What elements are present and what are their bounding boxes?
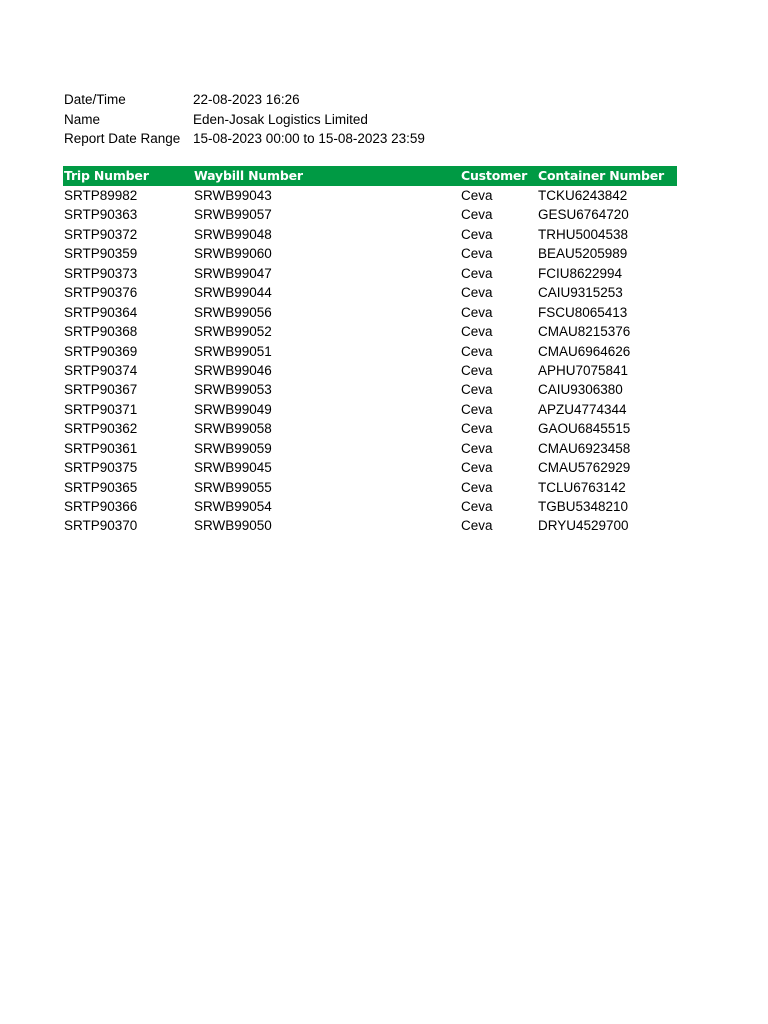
range-value: 15-08-2023 00:00 to 15-08-2023 23:59 [193, 131, 425, 146]
container-number-cell: CMAU5762929 [538, 460, 631, 476]
customer-cell: Ceva [461, 440, 493, 456]
customer-cell: Ceva [461, 207, 493, 223]
customer-cell: Ceva [461, 188, 493, 203]
waybill-number-cell: SRWB99054 [194, 499, 272, 514]
trip-number-cell: SRTP90359 [64, 246, 138, 262]
trip-number-cell: SRTP90364 [64, 304, 138, 320]
customer-cell: Ceva [461, 362, 493, 378]
customer-cell: Ceva [461, 479, 493, 495]
trip-number-cell: SRTP90363 [64, 207, 138, 223]
table-row [63, 244, 677, 263]
customer-cell: Ceva [461, 304, 493, 320]
table-row [63, 400, 677, 419]
table-row [63, 439, 677, 458]
waybill-number-cell: SRWB99048 [194, 226, 272, 242]
trip-number-cell: SRTP90372 [64, 226, 138, 242]
table-row [63, 186, 677, 205]
customer-cell: Ceva [461, 518, 493, 534]
table-row [63, 516, 677, 535]
waybill-number-cell: SRWB99047 [194, 265, 272, 281]
table-row [63, 419, 677, 438]
waybill-number-cell: SRWB99043 [194, 188, 272, 203]
trip-number-cell: SRTP90361 [64, 440, 138, 456]
container-number-cell: DRYU4529700 [538, 518, 629, 534]
container-number-cell: CMAU8215376 [538, 324, 631, 340]
table-row [63, 264, 677, 283]
column-header-waybill-number: Waybill Number [194, 168, 303, 183]
table-row [63, 361, 677, 380]
container-number-cell: GAOU6845515 [538, 421, 631, 437]
column-header-customer: Customer [461, 168, 528, 183]
trip-number-cell: SRTP90374 [64, 362, 138, 378]
trip-number-cell: SRTP90365 [64, 479, 138, 495]
trip-number-cell: SRTP90367 [64, 382, 138, 398]
table-row [63, 380, 677, 399]
customer-cell: Ceva [461, 421, 493, 437]
trip-number-cell: SRTP90371 [64, 401, 138, 417]
container-number-cell: APZU4774344 [538, 401, 627, 417]
container-number-cell: TGBU5348210 [538, 499, 629, 514]
waybill-number-cell: SRWB99059 [194, 440, 272, 456]
trip-number-cell: SRTP90369 [64, 343, 138, 359]
datetime-value: 22-08-2023 16:26 [193, 92, 300, 107]
column-header-trip-number: Trip Number [64, 168, 149, 183]
waybill-number-cell: SRWB99052 [194, 324, 272, 340]
trip-number-cell: SRTP90370 [64, 518, 138, 534]
range-label: Report Date Range [64, 131, 181, 146]
container-number-cell: APHU7075841 [538, 362, 629, 378]
waybill-number-cell: SRWB99058 [194, 421, 272, 437]
datetime-label: Date/Time [64, 92, 126, 107]
container-number-cell: BEAU5205989 [538, 246, 628, 262]
customer-cell: Ceva [461, 401, 493, 417]
table-body [63, 186, 677, 536]
trip-number-cell: SRTP90366 [64, 499, 138, 514]
trips-table [63, 166, 677, 536]
waybill-number-cell: SRWB99060 [194, 246, 272, 262]
waybill-number-cell: SRWB99044 [194, 285, 272, 301]
container-number-cell: FCIU8622994 [538, 265, 623, 281]
waybill-number-cell: SRWB99050 [194, 518, 272, 534]
container-number-cell: TCLU6763142 [538, 479, 626, 495]
table-row [63, 458, 677, 477]
table-row [63, 205, 677, 224]
table-header [63, 166, 677, 186]
waybill-number-cell: SRWB99045 [194, 460, 272, 476]
table-row [63, 322, 677, 341]
column-header-container-number: Container Number [538, 168, 665, 183]
waybill-number-cell: SRWB99057 [194, 207, 272, 223]
customer-cell: Ceva [461, 226, 493, 242]
waybill-number-cell: SRWB99053 [194, 382, 272, 398]
meta-row-name [64, 110, 425, 130]
trip-number-cell: SRTP90376 [64, 285, 138, 301]
waybill-number-cell: SRWB99046 [194, 362, 272, 378]
container-number-cell: CAIU9315253 [538, 285, 623, 301]
table-row [63, 497, 677, 516]
customer-cell: Ceva [461, 265, 493, 281]
waybill-number-cell: SRWB99049 [194, 401, 272, 417]
trip-number-cell: SRTP90375 [64, 460, 138, 476]
customer-cell: Ceva [461, 285, 493, 301]
name-label: Name [64, 111, 101, 127]
meta-row-range [64, 129, 425, 149]
table-row [63, 303, 677, 322]
container-number-cell: CMAU6964626 [538, 343, 631, 359]
table-row [63, 478, 677, 497]
container-number-cell: TRHU5004538 [538, 226, 629, 242]
container-number-cell: FSCU8065413 [538, 304, 628, 320]
trip-number-cell: SRTP89982 [64, 188, 138, 203]
waybill-number-cell: SRWB99055 [194, 479, 272, 495]
report-meta [64, 90, 425, 149]
table-row [63, 225, 677, 244]
trip-number-cell: SRTP90362 [64, 421, 138, 437]
container-number-cell: TCKU6243842 [538, 188, 628, 203]
name-value: Eden-Josak Logistics Limited [193, 111, 368, 127]
customer-cell: Ceva [461, 246, 493, 262]
customer-cell: Ceva [461, 460, 493, 476]
table-row [63, 283, 677, 302]
meta-row-datetime [64, 90, 425, 110]
customer-cell: Ceva [461, 343, 493, 359]
container-number-cell: CMAU6923458 [538, 440, 631, 456]
waybill-number-cell: SRWB99051 [194, 343, 272, 359]
container-number-cell: CAIU9306380 [538, 382, 623, 398]
customer-cell: Ceva [461, 382, 493, 398]
trip-number-cell: SRTP90373 [64, 265, 138, 281]
trip-number-cell: SRTP90368 [64, 324, 138, 340]
container-number-cell: GESU6764720 [538, 207, 629, 223]
customer-cell: Ceva [461, 499, 493, 514]
table-row [63, 342, 677, 361]
waybill-number-cell: SRWB99056 [194, 304, 272, 320]
customer-cell: Ceva [461, 324, 493, 340]
